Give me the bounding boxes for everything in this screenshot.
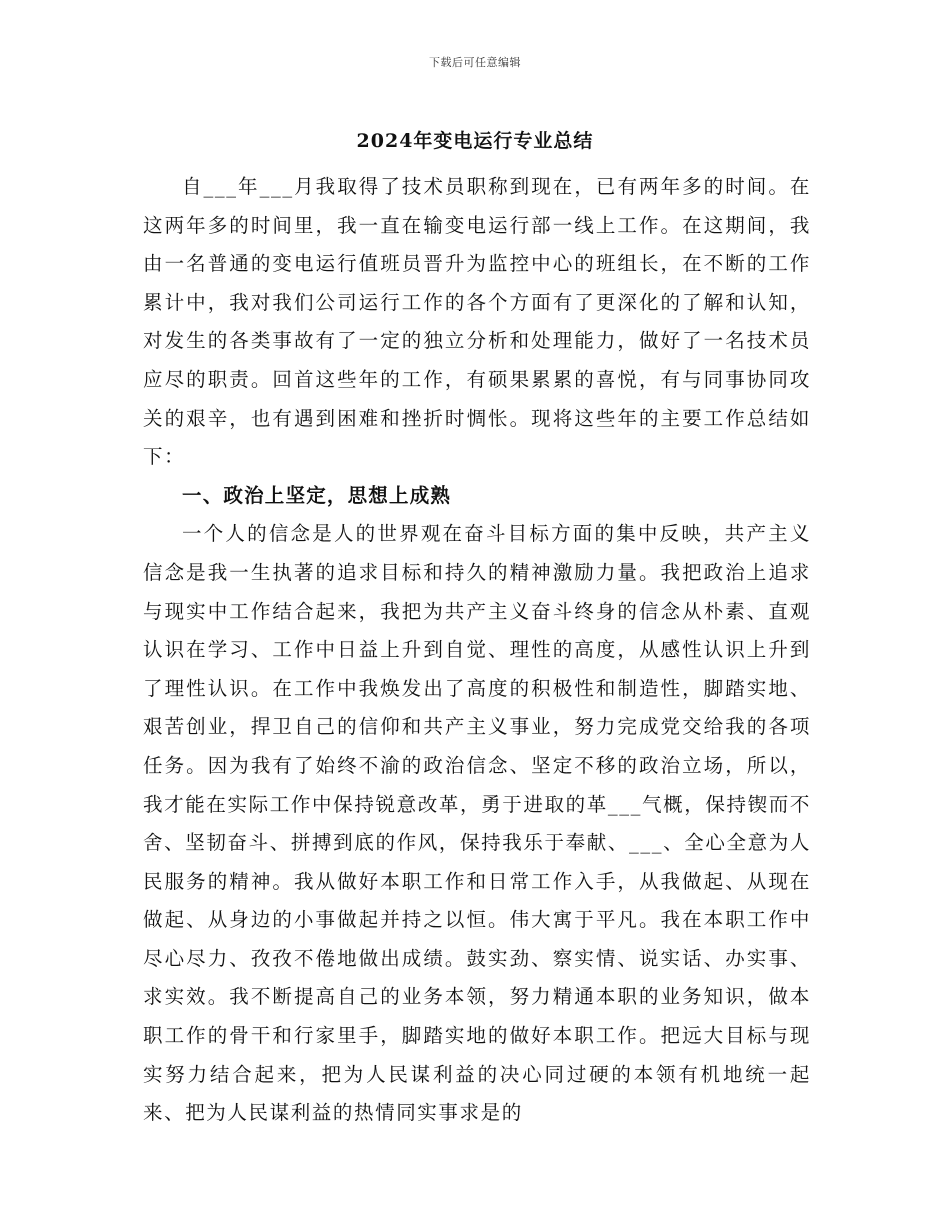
document-title: 2024年变电运行专业总结 (356, 130, 594, 152)
section-1-paragraph: 一个人的信念是人的世界观在奋斗目标方面的集中反映，共产主义信念是我一生执著的追求目标和持久的精神激励力量。我把政治上追求与现实中工作结合起来，我把为共产主义奋斗终身的信念从朴素、直观认识在学习、工作中日益上升到自觉、理性的高度，从感性认识上升到了理性认识。在工作中我焕发出了高度的积极性和制造性，脚踏实地、艰苦创业，捍卫自己的信仰和共产主义事业，努力完成党交给我的各项任务。因为我有了始终不渝的政治信念、坚定不移的政治立场，所以，我才能在实际工作中保持锐意改革，勇于进取的革___气概，保持锲而不舍、坚韧奋斗、拼搏到底的作风，保持我乐于奉献、___、全心全意为人民服务的精神。我从做好本职工作和日常工作入手，从我做起、从现在做起、从身边的小事做起并持之以恒。伟大寓于平凡。我在本职工作中尽心尽力、孜孜不倦地做出成绩。鼓实劲、察实情、说实话、办实事、求实效。我不断提高自己的业务本领，努力精通本职的业务知识，做本职工作的骨干和行家里手，脚踏实地的做好本职工作。把远大目标与现实努力结合起来，把为人民谋利益的决心同过硬的本领有机地统一起来、把为人民谋利益的热情同实事求是的 (143, 522, 811, 1125)
intro-paragraph: 自___年___月我取得了技术员职称到现在，已有两年多的时间。在这两年多的时间里，我一直在输变电运行部一线上工作。在这期间，我由一名普通的变电运行值班员晋升为监控中心的班组长，在不断的工作累计中，我对我们公司运行工作的各个方面有了更深化的了解和认知，对发生的各类事故有了一定的独立分析和处理能力，做好了一名技术员应尽的职责。回首这些年的工作，有硕果累累的喜悦，有与同事协同攻关的艰辛，也有遇到困难和挫折时惆怅。现将这些年的主要工作总结如下： (143, 175, 811, 469)
section-heading-1: 一、政治上坚定，思想上成熟 (182, 483, 452, 507)
document-body (143, 168, 811, 1133)
header-note: 下载后可任意编辑 (429, 56, 521, 69)
